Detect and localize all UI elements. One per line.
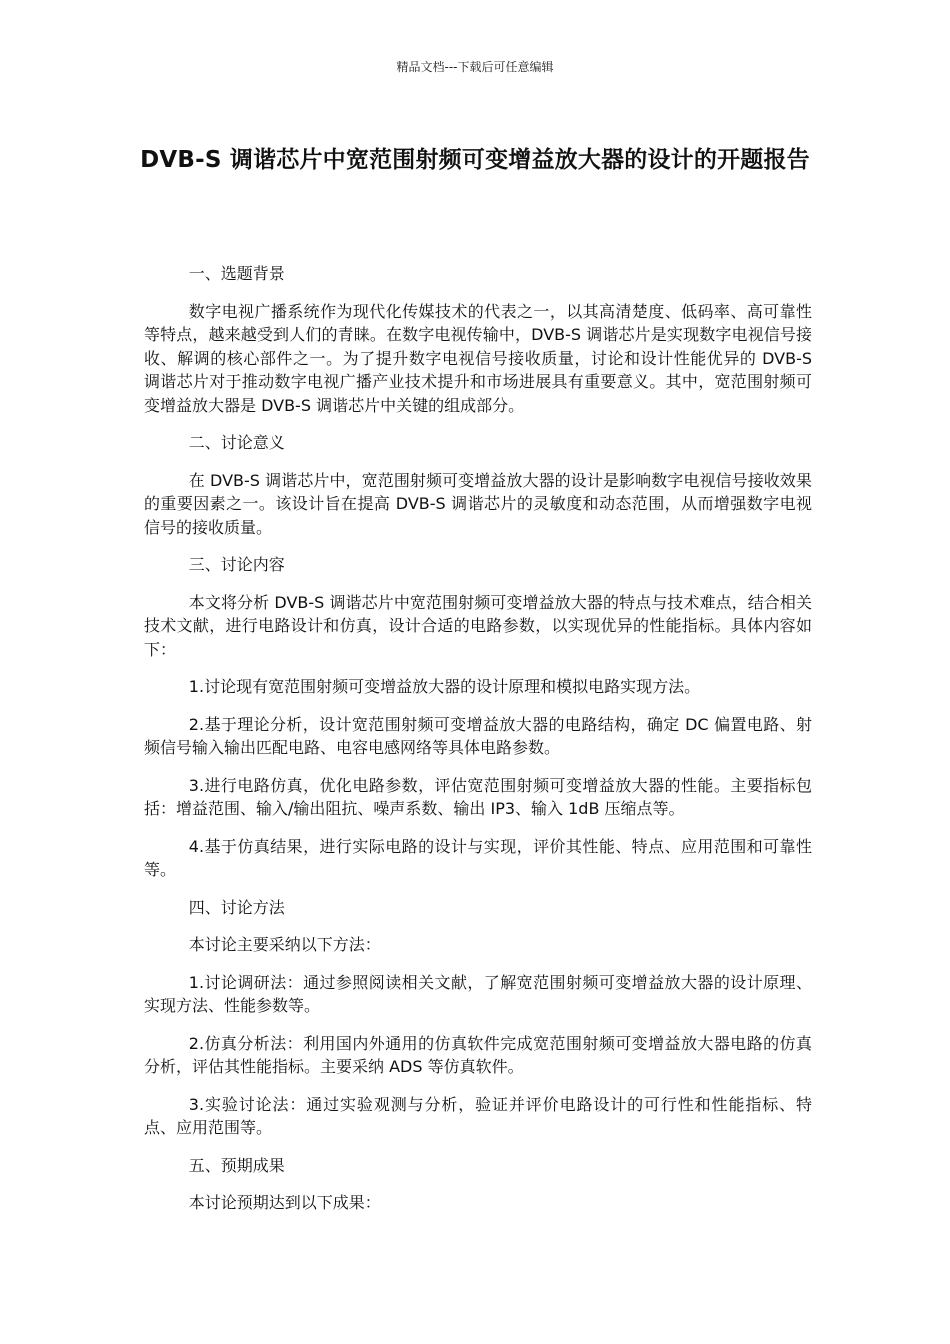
- list-item-content-2: 2.基于理论分析，设计宽范围射频可变增益放大器的电路结构，确定 DC 偏置电路、射频信号输入输出匹配电路、电容电感网络等具体电路参数。: [144, 714, 812, 757]
- section-heading-methods: 四、讨论方法: [188, 897, 285, 917]
- list-item-method-3: 3.实验讨论法：通过实验观测与分析，验证并评价电路设计的可行性和性能指标、特点、应用范围等。: [144, 1094, 812, 1137]
- list-item-method-2: 2.仿真分析法：利用国内外通用的仿真软件完成宽范围射频可变增益放大器电路的仿真分析，评估其性能指标。主要采纳 ADS 等仿真软件。: [144, 1033, 812, 1076]
- paragraph-significance: 在 DVB-S 调谐芯片中，宽范围射频可变增益放大器的设计是影响数字电视信号接收效果的重要因素之一。该设计旨在提高 DVB-S 调谐芯片的灵敏度和动态范围，从而增强数字电视信号的接收质量。: [144, 470, 812, 537]
- list-item-method-1: 1.讨论调研法：通过参照阅读相关文献，了解宽范围射频可变增益放大器的设计原理、实现方法、性能参数等。: [144, 972, 812, 1015]
- section-heading-background: 一、选题背景: [188, 264, 285, 283]
- paragraph-background: 数字电视广播系统作为现代化传媒技术的代表之一，以其高清楚度、低码率、高可靠性等特点，越来越受到人们的青睐。在数字电视传输中，DVB-S 调谐芯片是实现数字电视信号接收、解调的核心部件之一。为了提升数字电视信号接收质量，讨论和设计性能优异的 DVB-S 调谐芯片对于推动数字电视广播产业技术提升和市场进展具有重要意义。其中，宽范围射频可变增益放大器是 DVB-S 调谐芯片中关键的组成部分。: [144, 301, 812, 415]
- list-item-content-1: 1.讨论现有宽范围射频可变增益放大器的设计原理和模拟电路实现方法。: [188, 677, 701, 696]
- paragraph-methods-intro: 本讨论主要采纳以下方法：: [188, 935, 381, 954]
- list-item-content-3: 3.进行电路仿真，优化电路参数，评估宽范围射频可变增益放大器的性能。主要指标包括：增益范围、输入/输出阻抗、噪声系数、输出 IP3、输入 1dB 压缩点等。: [144, 775, 812, 818]
- document-title: DVB-S 调谐芯片中宽范围射频可变增益放大器的设计的开题报告: [140, 147, 810, 173]
- section-heading-significance: 二、讨论意义: [188, 433, 285, 452]
- paragraph-outcomes-intro: 本讨论预期达到以下成果：: [188, 1193, 381, 1212]
- paragraph-content-intro: 本文将分析 DVB-S 调谐芯片中宽范围射频可变增益放大器的特点与技术难点，结合相关技术文献，进行电路设计和仿真，设计合适的电路参数，以实现优异的性能指标。具体内容如下：: [144, 592, 812, 659]
- page-header: 精品文档---下载后可任意编辑: [396, 60, 554, 74]
- list-item-content-4: 4.基于仿真结果，进行实际电路的设计与实现，评价其性能、特点、应用范围和可靠性等。: [144, 836, 812, 879]
- section-heading-content: 三、讨论内容: [188, 555, 285, 574]
- section-heading-outcomes: 五、预期成果: [188, 1155, 285, 1175]
- document-body: [144, 262, 812, 1229]
